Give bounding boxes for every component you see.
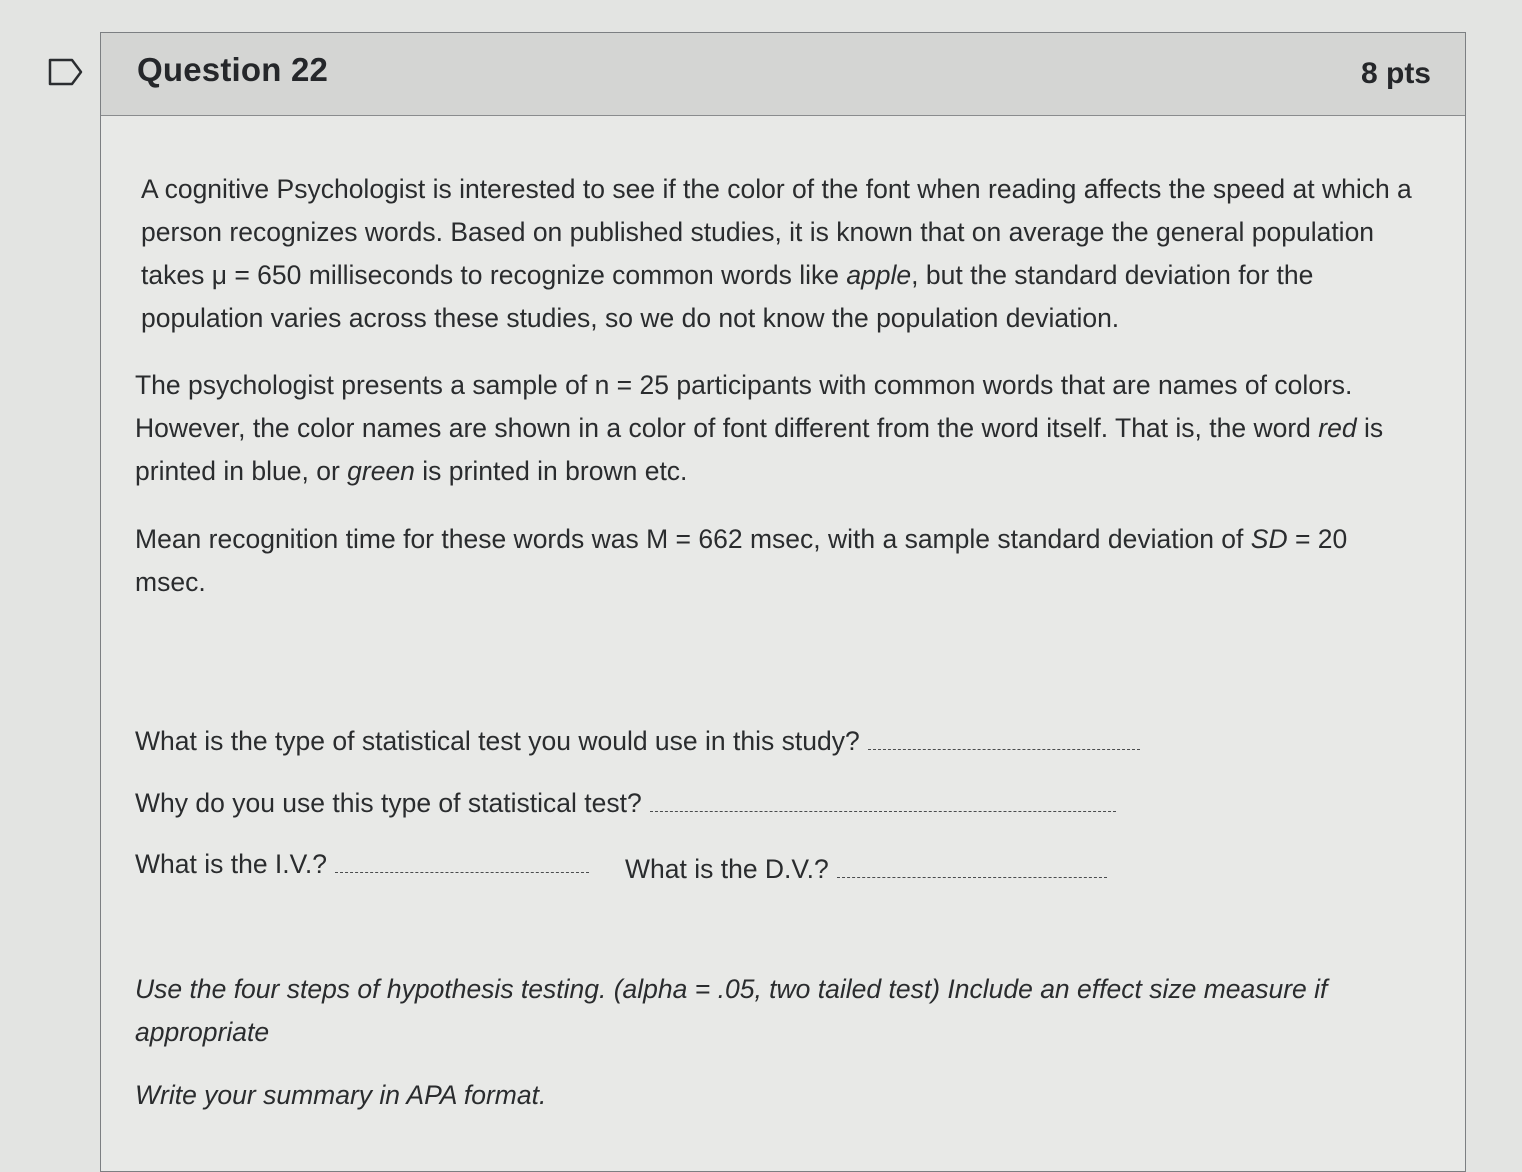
prompt-iv	[135, 843, 589, 886]
prompt-iv-label: What is the I.V.?	[135, 849, 327, 879]
prompt-dv	[625, 848, 1107, 891]
instructions-summary: Write your summary in APA format.	[135, 1080, 547, 1110]
prompt-dv-label: What is the D.V.?	[625, 854, 829, 884]
prompt-test-type-label: What is the type of statistical test you would use in this study?	[135, 726, 860, 756]
italic-word-apple: apple	[846, 260, 912, 290]
instructions-steps: Use the four steps of hypothesis testing. (alpha = .05, two tailed test) Include an effect size measure if appropriate	[135, 974, 1328, 1047]
paragraph-results: Mean recognition time for these words was M = 662 msec, with a sample standard deviation of SD = 20 msec.	[135, 524, 1348, 597]
blank-why-test[interactable]	[650, 785, 1116, 812]
question-points: 8 pts	[1360, 57, 1431, 90]
flag-question-icon[interactable]	[48, 58, 84, 86]
prompt-test-type	[135, 720, 1140, 763]
question-card	[100, 32, 1466, 1172]
question-title: Question 22	[137, 51, 329, 88]
prompt-why-test-label: Why do you use this type of statistical test?	[135, 788, 642, 818]
blank-iv[interactable]	[335, 846, 589, 873]
italic-sd: SD	[1250, 524, 1288, 554]
blank-test-type[interactable]	[868, 723, 1140, 750]
question-header	[101, 33, 1465, 116]
italic-word-red: red	[1318, 413, 1357, 443]
italic-word-green: green	[347, 456, 415, 486]
paragraph-sample: The psychologist presents a sample of n = 25 participants with common words that are names of colors. However, the color names are shown in a color of font different from the word itself. That is, the word red is printed in blue, or green is printed in brown etc.	[135, 370, 1384, 486]
paragraph-intro: A cognitive Psychologist is interested to see if the color of the font when reading affects the speed at which a person recognizes words. Based on published studies, it is known that on average the general population takes μ = 650 milliseconds to recognize common words like apple, but the standard deviation for the population varies across these studies, so we do not know the population deviation.	[141, 174, 1412, 333]
prompt-why-test	[135, 782, 1116, 825]
blank-dv[interactable]	[837, 851, 1107, 878]
